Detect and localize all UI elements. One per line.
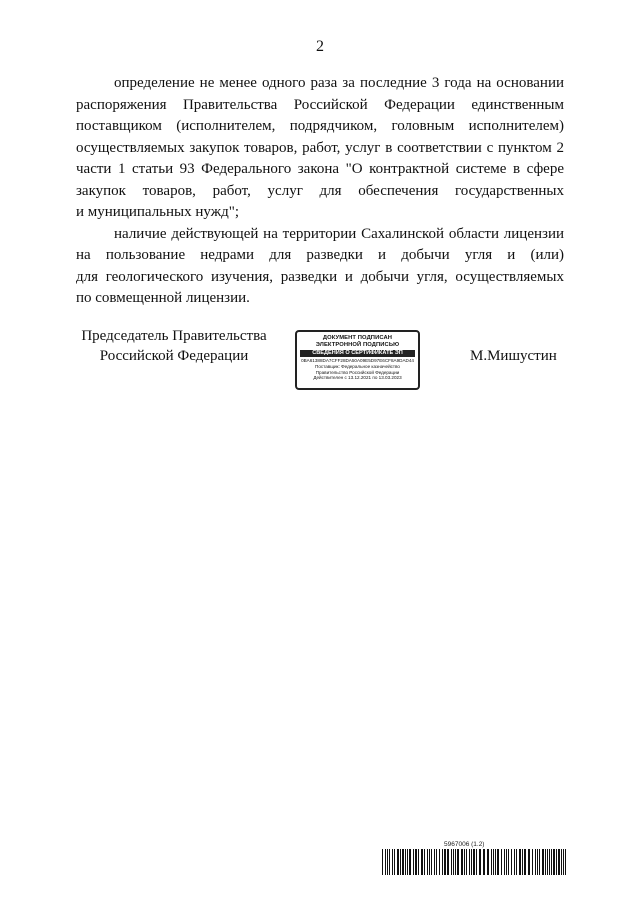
barcode-bar bbox=[407, 849, 408, 875]
barcode-bar bbox=[519, 849, 521, 875]
barcode-bar bbox=[413, 849, 414, 875]
document-code: 5967006 (1.2) bbox=[444, 841, 485, 848]
barcode-bar bbox=[506, 849, 507, 875]
body-line: на пользование недрами для разведки и добычи угля и (или) bbox=[76, 247, 564, 263]
barcode-bar bbox=[497, 849, 499, 875]
barcode-bar bbox=[442, 849, 443, 875]
stamp-certificate-bar: СВЕДЕНИЯ О СЕРТИФИКАТЕ ЭП bbox=[300, 350, 415, 357]
body-line: наличие действующей на территории Сахалинской области лицензии bbox=[114, 225, 564, 242]
barcode-bar bbox=[397, 849, 399, 875]
barcode-bar bbox=[415, 849, 417, 875]
signatory-name: М.Мишустин bbox=[470, 348, 557, 364]
barcode-bar bbox=[522, 849, 523, 875]
body-line: поставщиком (исполнителем, подрядчиком, головным исполнителем) bbox=[76, 118, 564, 134]
barcode-bar bbox=[429, 849, 430, 875]
barcode-bar bbox=[549, 849, 550, 875]
barcode-bar bbox=[466, 849, 467, 875]
barcode-bar bbox=[545, 849, 546, 875]
body-line: осуществляемых закупок товаров, работ, услуг в соответствии с пунктом 2 bbox=[76, 139, 564, 156]
barcode-bar bbox=[539, 849, 540, 875]
barcode-bar bbox=[524, 849, 526, 875]
body-line: для геологического изучения, разведки и добычи угля, осуществляемых bbox=[76, 268, 564, 285]
stamp-title-line1: ДОКУМЕНТ ПОДПИСАН bbox=[322, 335, 393, 341]
barcode-bar bbox=[392, 849, 393, 875]
barcode-bar bbox=[382, 849, 383, 875]
stamp-serial: 0BA61388DA7CFF28DA50A09E5D97E6CF8A9DAD44 bbox=[301, 358, 414, 363]
barcode-bar bbox=[514, 849, 515, 875]
barcode-bar bbox=[444, 849, 446, 875]
barcode-bar bbox=[387, 849, 388, 875]
barcode-bar bbox=[421, 849, 423, 875]
signatory-position-line2: Российской Федерации bbox=[99, 348, 249, 364]
barcode-bar bbox=[439, 849, 440, 875]
barcode-bar bbox=[547, 849, 548, 875]
barcode-bar bbox=[457, 849, 459, 875]
stamp-owner: Правительство Российской Федерации bbox=[315, 369, 400, 375]
barcode-bar bbox=[394, 849, 395, 875]
barcode-bar bbox=[508, 849, 509, 875]
barcode-bar bbox=[561, 849, 562, 875]
page-number: 2 bbox=[316, 38, 324, 55]
barcode-bar bbox=[453, 849, 454, 875]
barcode-bar bbox=[511, 849, 512, 875]
barcode-bar bbox=[418, 849, 419, 875]
body-line: по совмещенной лицензии. bbox=[76, 290, 250, 306]
barcode-bar bbox=[469, 849, 470, 875]
barcode-bar bbox=[389, 849, 390, 875]
barcode-bar bbox=[436, 849, 437, 875]
barcode-bar bbox=[556, 849, 557, 875]
barcode-bar bbox=[563, 849, 564, 875]
signatory-position-line1: Председатель Правительства bbox=[81, 328, 267, 344]
barcode-bar bbox=[483, 849, 485, 875]
barcode-bar bbox=[542, 849, 544, 875]
body-line: распоряжения Правительства Российской Федерации единственным bbox=[76, 96, 564, 113]
barcode-bar bbox=[402, 849, 404, 875]
barcode-bar bbox=[501, 849, 502, 875]
barcode-bar bbox=[471, 849, 472, 875]
stamp-issuer: Поставщик: Федеральное казначейство bbox=[315, 363, 400, 369]
barcode-bar bbox=[551, 849, 552, 875]
barcode-bar bbox=[528, 849, 530, 875]
barcode-bar bbox=[495, 849, 496, 875]
barcode bbox=[382, 849, 567, 875]
barcode-bar bbox=[479, 849, 481, 875]
stamp-title-line2: ЭЛЕКТРОННОЙ ПОДПИСЬЮ bbox=[315, 341, 400, 348]
body-line: закупок товаров, работ, услуг для обеспечения государственных bbox=[76, 182, 564, 199]
electronic-signature-stamp bbox=[295, 330, 420, 390]
barcode-bar bbox=[493, 849, 494, 875]
barcode-bar bbox=[476, 849, 477, 875]
barcode-bar bbox=[532, 849, 533, 875]
body-text bbox=[76, 73, 564, 310]
body-line: и муниципальных нужд"; bbox=[76, 204, 239, 220]
stamp-validity: Действителен с 13.12.2021 по 13.03.2023 bbox=[313, 375, 402, 381]
body-line: определение не менее одного раза за последние 3 года на основании bbox=[114, 75, 564, 91]
barcode-bar bbox=[434, 849, 435, 875]
barcode-bar bbox=[405, 849, 406, 875]
barcode-bar bbox=[427, 849, 428, 875]
barcode-bar bbox=[473, 849, 475, 875]
barcode-bar bbox=[424, 849, 425, 875]
barcode-bar bbox=[385, 849, 386, 875]
barcode-bar bbox=[451, 849, 452, 875]
body-line: части 1 статьи 93 Федерального закона "О контрактной системе в сфере bbox=[76, 161, 564, 177]
stamp-title bbox=[297, 335, 418, 348]
barcode-bar bbox=[516, 849, 517, 875]
barcode-bar bbox=[553, 849, 555, 875]
barcode-bar bbox=[464, 849, 465, 875]
barcode-bar bbox=[409, 849, 411, 875]
barcode-bar bbox=[461, 849, 463, 875]
signatory-position bbox=[78, 326, 270, 366]
barcode-bar bbox=[504, 849, 505, 875]
barcode-bar bbox=[537, 849, 538, 875]
barcode-bar bbox=[400, 849, 401, 875]
barcode-bar bbox=[431, 849, 432, 875]
barcode-bar bbox=[487, 849, 489, 875]
barcode-bar bbox=[491, 849, 492, 875]
barcode-bar bbox=[558, 849, 560, 875]
barcode-bar bbox=[447, 849, 449, 875]
barcode-bar bbox=[535, 849, 536, 875]
barcode-bar bbox=[455, 849, 456, 875]
barcode-bar bbox=[565, 849, 566, 875]
